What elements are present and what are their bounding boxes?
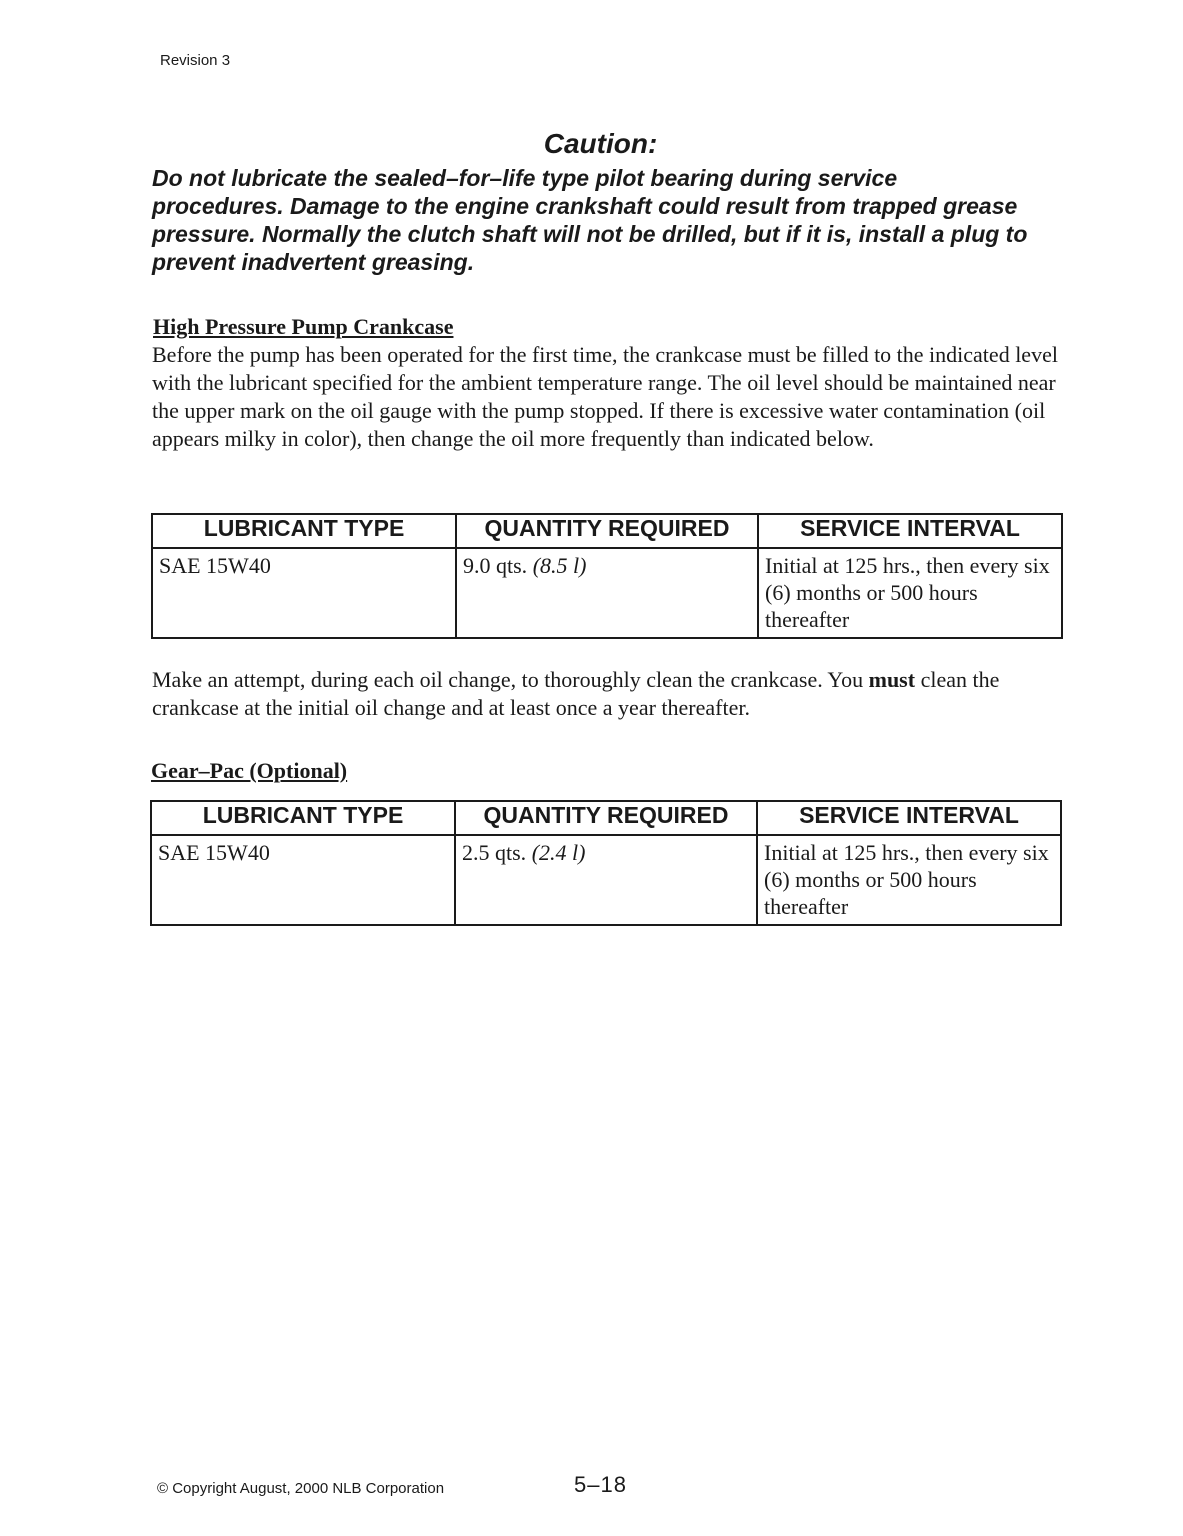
cell-service-interval: Initial at 125 hrs., then every six (6) months or 500 hours thereafter	[758, 548, 1062, 638]
cell-service-interval: Initial at 125 hrs., then every six (6) months or 500 hours thereafter	[757, 835, 1061, 925]
cell-quantity-required	[456, 548, 758, 638]
quantity-value: 9.0 qts.	[463, 553, 528, 578]
section-heading-pump-crankcase: High Pressure Pump Crankcase	[153, 314, 454, 339]
header-quantity-required: QUANTITY REQUIRED	[456, 514, 758, 548]
header-quantity-required: QUANTITY REQUIRED	[455, 801, 757, 835]
cell-lubricant-type: SAE 15W40	[152, 548, 456, 638]
table-row	[152, 548, 1062, 638]
table-header-row	[152, 514, 1062, 548]
cell-quantity-required	[455, 835, 757, 925]
footer-copyright: © Copyright August, 2000 NLB Corporation	[157, 1480, 445, 1497]
header-lubricant-type: LUBRICANT TYPE	[151, 801, 455, 835]
note-emphasis: must	[868, 667, 916, 692]
revision-label: Revision 3	[160, 52, 231, 69]
quantity-value: 2.5 qts.	[462, 840, 527, 865]
quantity-metric: (8.5 l)	[532, 553, 587, 578]
note-text-end: clean the crankcase at the initial oil change and at least once a year thereafter.	[152, 667, 1000, 720]
pump-crankcase-paragraph: Before the pump has been operated for the first time, the crankcase must be filled to the indicated level with the lubricant specified for the ambient temperature range. The oil level should be maintained near the upper mark on the oil gauge with the pump stopped. If there is excessive water contamination (oil appears milky in color), then change the oil more frequently than indicated below.	[152, 342, 1058, 451]
caution-title: Caution:	[543, 128, 658, 159]
caution-text: Do not lubricate the sealed–for–life type pilot bearing during service procedures. Damage to the engine crankshaft could result from trapped grease pressure. Normally the clutch shaft will not be drilled, but if it is, install a plug to prevent inadvertent greasing.	[152, 165, 1028, 275]
pump-crankcase-lubricant-table	[151, 513, 1063, 639]
cell-lubricant-type: SAE 15W40	[151, 835, 455, 925]
section-heading-gear-pac: Gear–Pac (Optional)	[151, 758, 348, 783]
header-service-interval: SERVICE INTERVAL	[758, 514, 1062, 548]
header-lubricant-type: LUBRICANT TYPE	[152, 514, 456, 548]
table-header-row	[151, 801, 1061, 835]
note-text-start: Make an attempt, during each oil change, to thoroughly clean the crankcase. You	[152, 667, 869, 692]
crankcase-cleaning-note	[152, 666, 1064, 722]
table-row	[151, 835, 1061, 925]
page-number: 5–18	[574, 1472, 627, 1497]
header-service-interval: SERVICE INTERVAL	[757, 801, 1061, 835]
gear-pac-lubricant-table	[150, 800, 1062, 926]
quantity-metric: (2.4 l)	[531, 840, 586, 865]
